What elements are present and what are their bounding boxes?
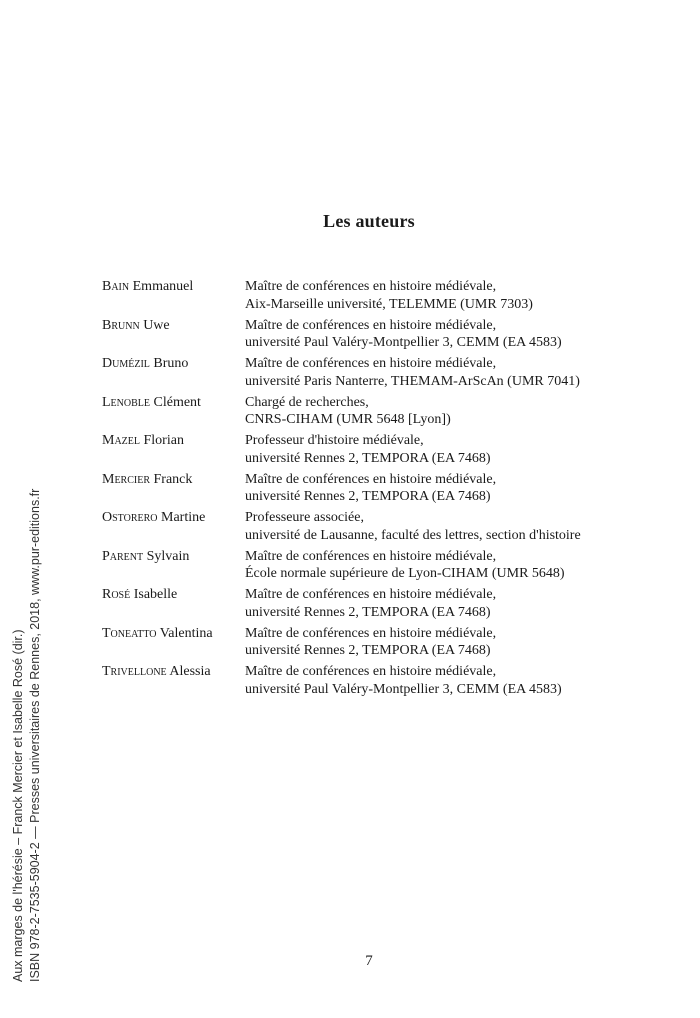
author-firstname: Emmanuel <box>132 279 194 294</box>
author-name <box>102 625 245 664</box>
author-name <box>102 548 245 587</box>
side-note-line-2: ISBN 978-2-7535-5904-2 — Presses universitaires de Rennes, 2018, www.pur-editions.fr <box>28 488 42 982</box>
author-firstname: Sylvain <box>146 548 190 564</box>
author-firstname: Isabelle <box>133 587 178 602</box>
author-position: Maître de conférences en histoire médiévale, <box>245 317 497 333</box>
author-entry <box>102 625 622 664</box>
author-firstname: Martine <box>161 510 206 525</box>
author-surname: Mercier <box>102 471 151 487</box>
author-firstname: Franck <box>153 471 193 487</box>
author-surname: Bain <box>102 279 130 294</box>
author-position: Maître de conférences en histoire médiévale, <box>245 664 497 679</box>
author-affiliation <box>245 548 622 587</box>
author-name <box>102 663 245 702</box>
author-institution: École normale supérieure de Lyon-CIHAM (UMR 5648) <box>245 566 565 581</box>
author-name <box>102 586 245 625</box>
author-firstname: Uwe <box>143 317 170 333</box>
author-name <box>102 394 245 433</box>
author-entry <box>102 317 622 356</box>
author-surname: Brunn <box>102 317 140 333</box>
author-surname: Lenoble <box>102 394 150 410</box>
author-surname: Trivellone <box>102 664 167 679</box>
author-position: Maître de conférences en histoire médiévale, <box>245 279 497 294</box>
author-affiliation <box>245 625 622 664</box>
author-affiliation <box>245 586 622 625</box>
author-affiliation <box>245 317 622 356</box>
author-entry <box>102 471 622 510</box>
author-surname: Mazel <box>102 433 140 448</box>
page-title: Les auteurs <box>323 211 415 231</box>
author-name <box>102 471 245 510</box>
author-firstname: Clément <box>153 394 201 410</box>
author-position: Chargé de recherches, <box>245 394 369 410</box>
author-position: Maître de conférences en histoire médiévale, <box>245 548 497 564</box>
author-surname: Rosé <box>102 587 131 602</box>
author-entry <box>102 586 622 625</box>
author-affiliation <box>245 278 622 317</box>
author-institution: CNRS-CIHAM (UMR 5648 [Lyon]) <box>245 412 451 427</box>
author-name <box>102 317 245 356</box>
side-note-line-1: Aux marges de l'hérésie – Franck Mercier et Isabelle Rosé (dir.) <box>11 629 25 982</box>
author-name <box>102 355 245 394</box>
author-institution: université Rennes 2, TEMPORA (EA 7468) <box>245 643 491 658</box>
author-position: Maître de conférences en histoire médiévale, <box>245 356 497 371</box>
author-position: Maître de conférences en histoire médiévale, <box>245 625 497 641</box>
author-name <box>102 509 245 548</box>
author-surname: Parent <box>102 548 144 564</box>
author-entry <box>102 355 622 394</box>
author-institution: université Paul Valéry-Montpellier 3, CEMM (EA 4583) <box>245 335 562 350</box>
author-firstname: Bruno <box>153 356 189 371</box>
author-firstname: Alessia <box>169 664 211 679</box>
author-entry <box>102 548 622 587</box>
author-surname: Dumézil <box>102 356 150 371</box>
author-surname: Toneatto <box>102 625 157 641</box>
author-affiliation <box>245 432 622 471</box>
author-institution: université Rennes 2, TEMPORA (EA 7468) <box>245 489 491 504</box>
author-position: Professeure associée, <box>245 510 364 525</box>
author-affiliation <box>245 471 622 510</box>
author-affiliation <box>245 394 622 433</box>
side-copyright-note <box>10 489 44 982</box>
author-name <box>102 432 245 471</box>
author-firstname: Florian <box>143 433 184 448</box>
author-institution: Aix-Marseille université, TELEMME (UMR 7303) <box>245 296 533 312</box>
author-position: Maître de conférences en histoire médiévale, <box>245 471 497 487</box>
author-position: Maître de conférences en histoire médiévale, <box>245 587 497 602</box>
author-affiliation <box>245 355 622 394</box>
author-entry <box>102 663 622 702</box>
author-entry <box>102 509 622 548</box>
author-affiliation <box>245 663 622 702</box>
author-institution: université Paul Valéry-Montpellier 3, CEMM (EA 4583) <box>245 681 562 697</box>
page-number: 7 <box>365 953 373 969</box>
author-institution: université de Lausanne, faculté des lettres, section d'histoire <box>245 527 581 543</box>
authors-list <box>102 278 622 702</box>
author-entry <box>102 432 622 471</box>
author-surname: Ostorero <box>102 510 158 525</box>
author-entry <box>102 278 622 317</box>
author-institution: université Rennes 2, TEMPORA (EA 7468) <box>245 604 491 620</box>
author-affiliation <box>245 509 622 548</box>
author-firstname: Valentina <box>159 625 213 641</box>
author-institution: université Paris Nanterre, THEMAM-ArScAn (UMR 7041) <box>245 373 580 389</box>
author-entry <box>102 394 622 433</box>
author-name <box>102 278 245 317</box>
author-institution: université Rennes 2, TEMPORA (EA 7468) <box>245 450 491 466</box>
author-position: Professeur d'histoire médiévale, <box>245 433 424 448</box>
